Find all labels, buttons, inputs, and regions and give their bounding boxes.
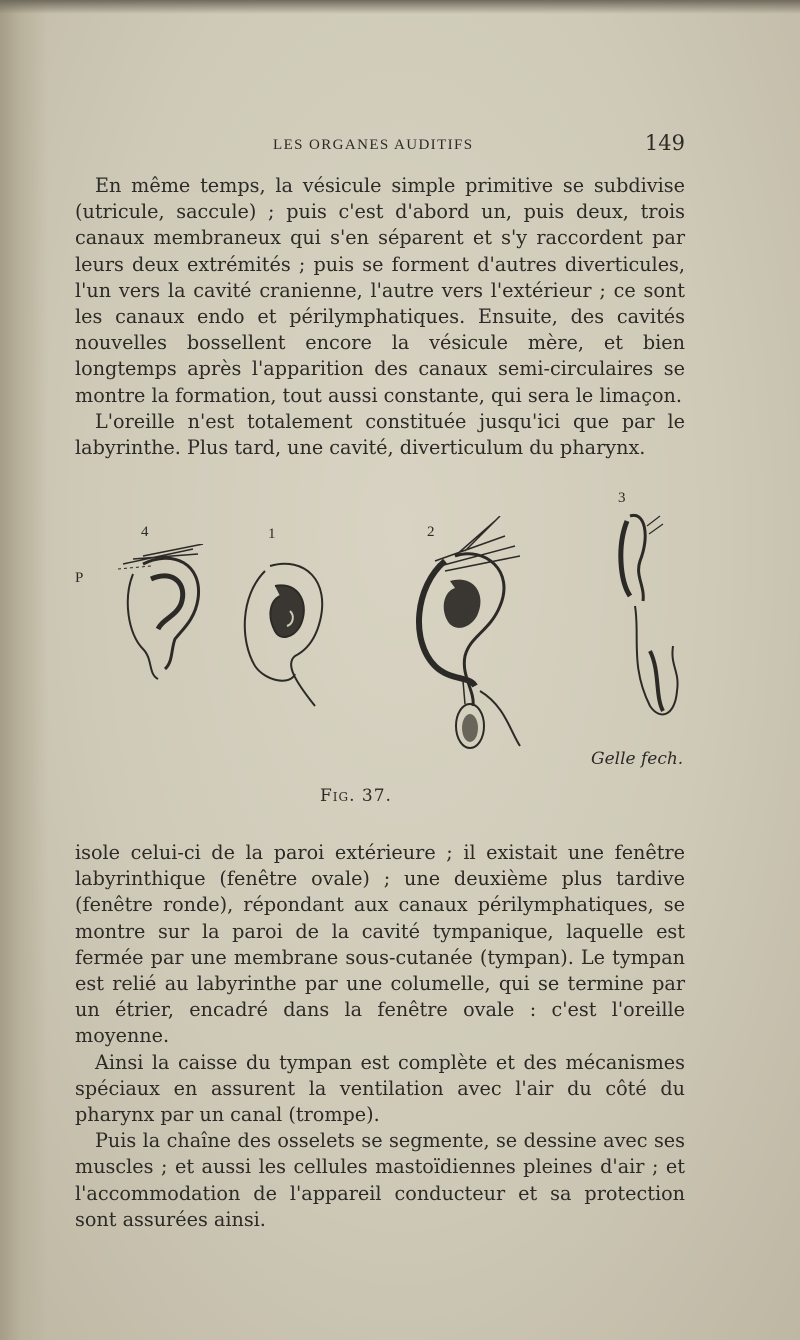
text-block-bottom: [75, 840, 685, 1233]
figure-label-p: P: [75, 570, 84, 586]
figure-37: [75, 486, 685, 816]
page-header: [75, 133, 685, 159]
page-top-shadow: [0, 0, 800, 14]
engraver-signature: Gelle fech.: [591, 749, 684, 769]
paragraph: En même temps, la vésicule simple primitive se subdivise (utricule, saccule) ; puis c'est d'abord un, puis deux, trois canaux membraneux qui s'en séparent et s'y raccordent par leurs deux extrémités ; puis se forment d'autres diverticules, l'un vers la cavité cranienne, l'autre vers l'extérieur ; ce sont les canaux endo et périlymphatiques. Ensuite, des cavités nouvelles bossellent encore la vésicule mère, et bien longtemps après l'apparition des canaux semi-circulaires se montre la formation, tout aussi constante, qui sera le limaçon.: [75, 174, 685, 407]
page-binding-shadow: [0, 0, 48, 1340]
figure-label-4: 4: [141, 524, 149, 540]
paragraph: isole celui-ci de la paroi extérieure ; il existait une fenêtre labyrinthique (fenêtre ovale) ; une deuxième plus tardive (fenêtre ronde), répondant aux canaux périlymphatiques, se montre sur la paroi de la cavité tympanique, laquelle est fermée par une membrane sous-cutanée (tympan). Le tympan est relié au labyrinthe par une columelle, qui se termine par un étrier, encadré dans la fenêtre ovale : c'est l'oreille moyenne.: [75, 841, 685, 1048]
ear-drawing-3: [605, 506, 685, 736]
ear-drawing-2: [395, 516, 535, 756]
figure-caption: Fig. 37.: [320, 786, 392, 806]
paragraph: L'oreille n'est totalement constituée jusqu'ici que par le labyrinthe. Plus tard, une cavité, diverticulum du pharynx.: [75, 409, 685, 460]
figure-label-1: 1: [268, 526, 276, 542]
ear-drawing-4: [103, 544, 213, 684]
figure-label-3: 3: [618, 490, 626, 506]
figure-label-2: 2: [427, 524, 435, 540]
paragraph: Puis la chaîne des osselets se segmente, se dessine avec ses muscles ; et aussi les cellules mastoïdiennes pleines d'air ; et l'accommodation de l'appareil conducteur et sa protection sont assurées ainsi.: [75, 1129, 685, 1231]
ear-drawing-1: [235, 556, 335, 716]
text-block-top: [75, 173, 685, 461]
running-title: LES ORGANES AUDITIFS: [273, 137, 474, 153]
page-number: 149: [644, 131, 685, 155]
paragraph: Ainsi la caisse du tympan est complète et des mécanismes spéciaux en assurent la ventilation avec l'air du côté du pharynx par un canal (trompe).: [75, 1050, 685, 1127]
